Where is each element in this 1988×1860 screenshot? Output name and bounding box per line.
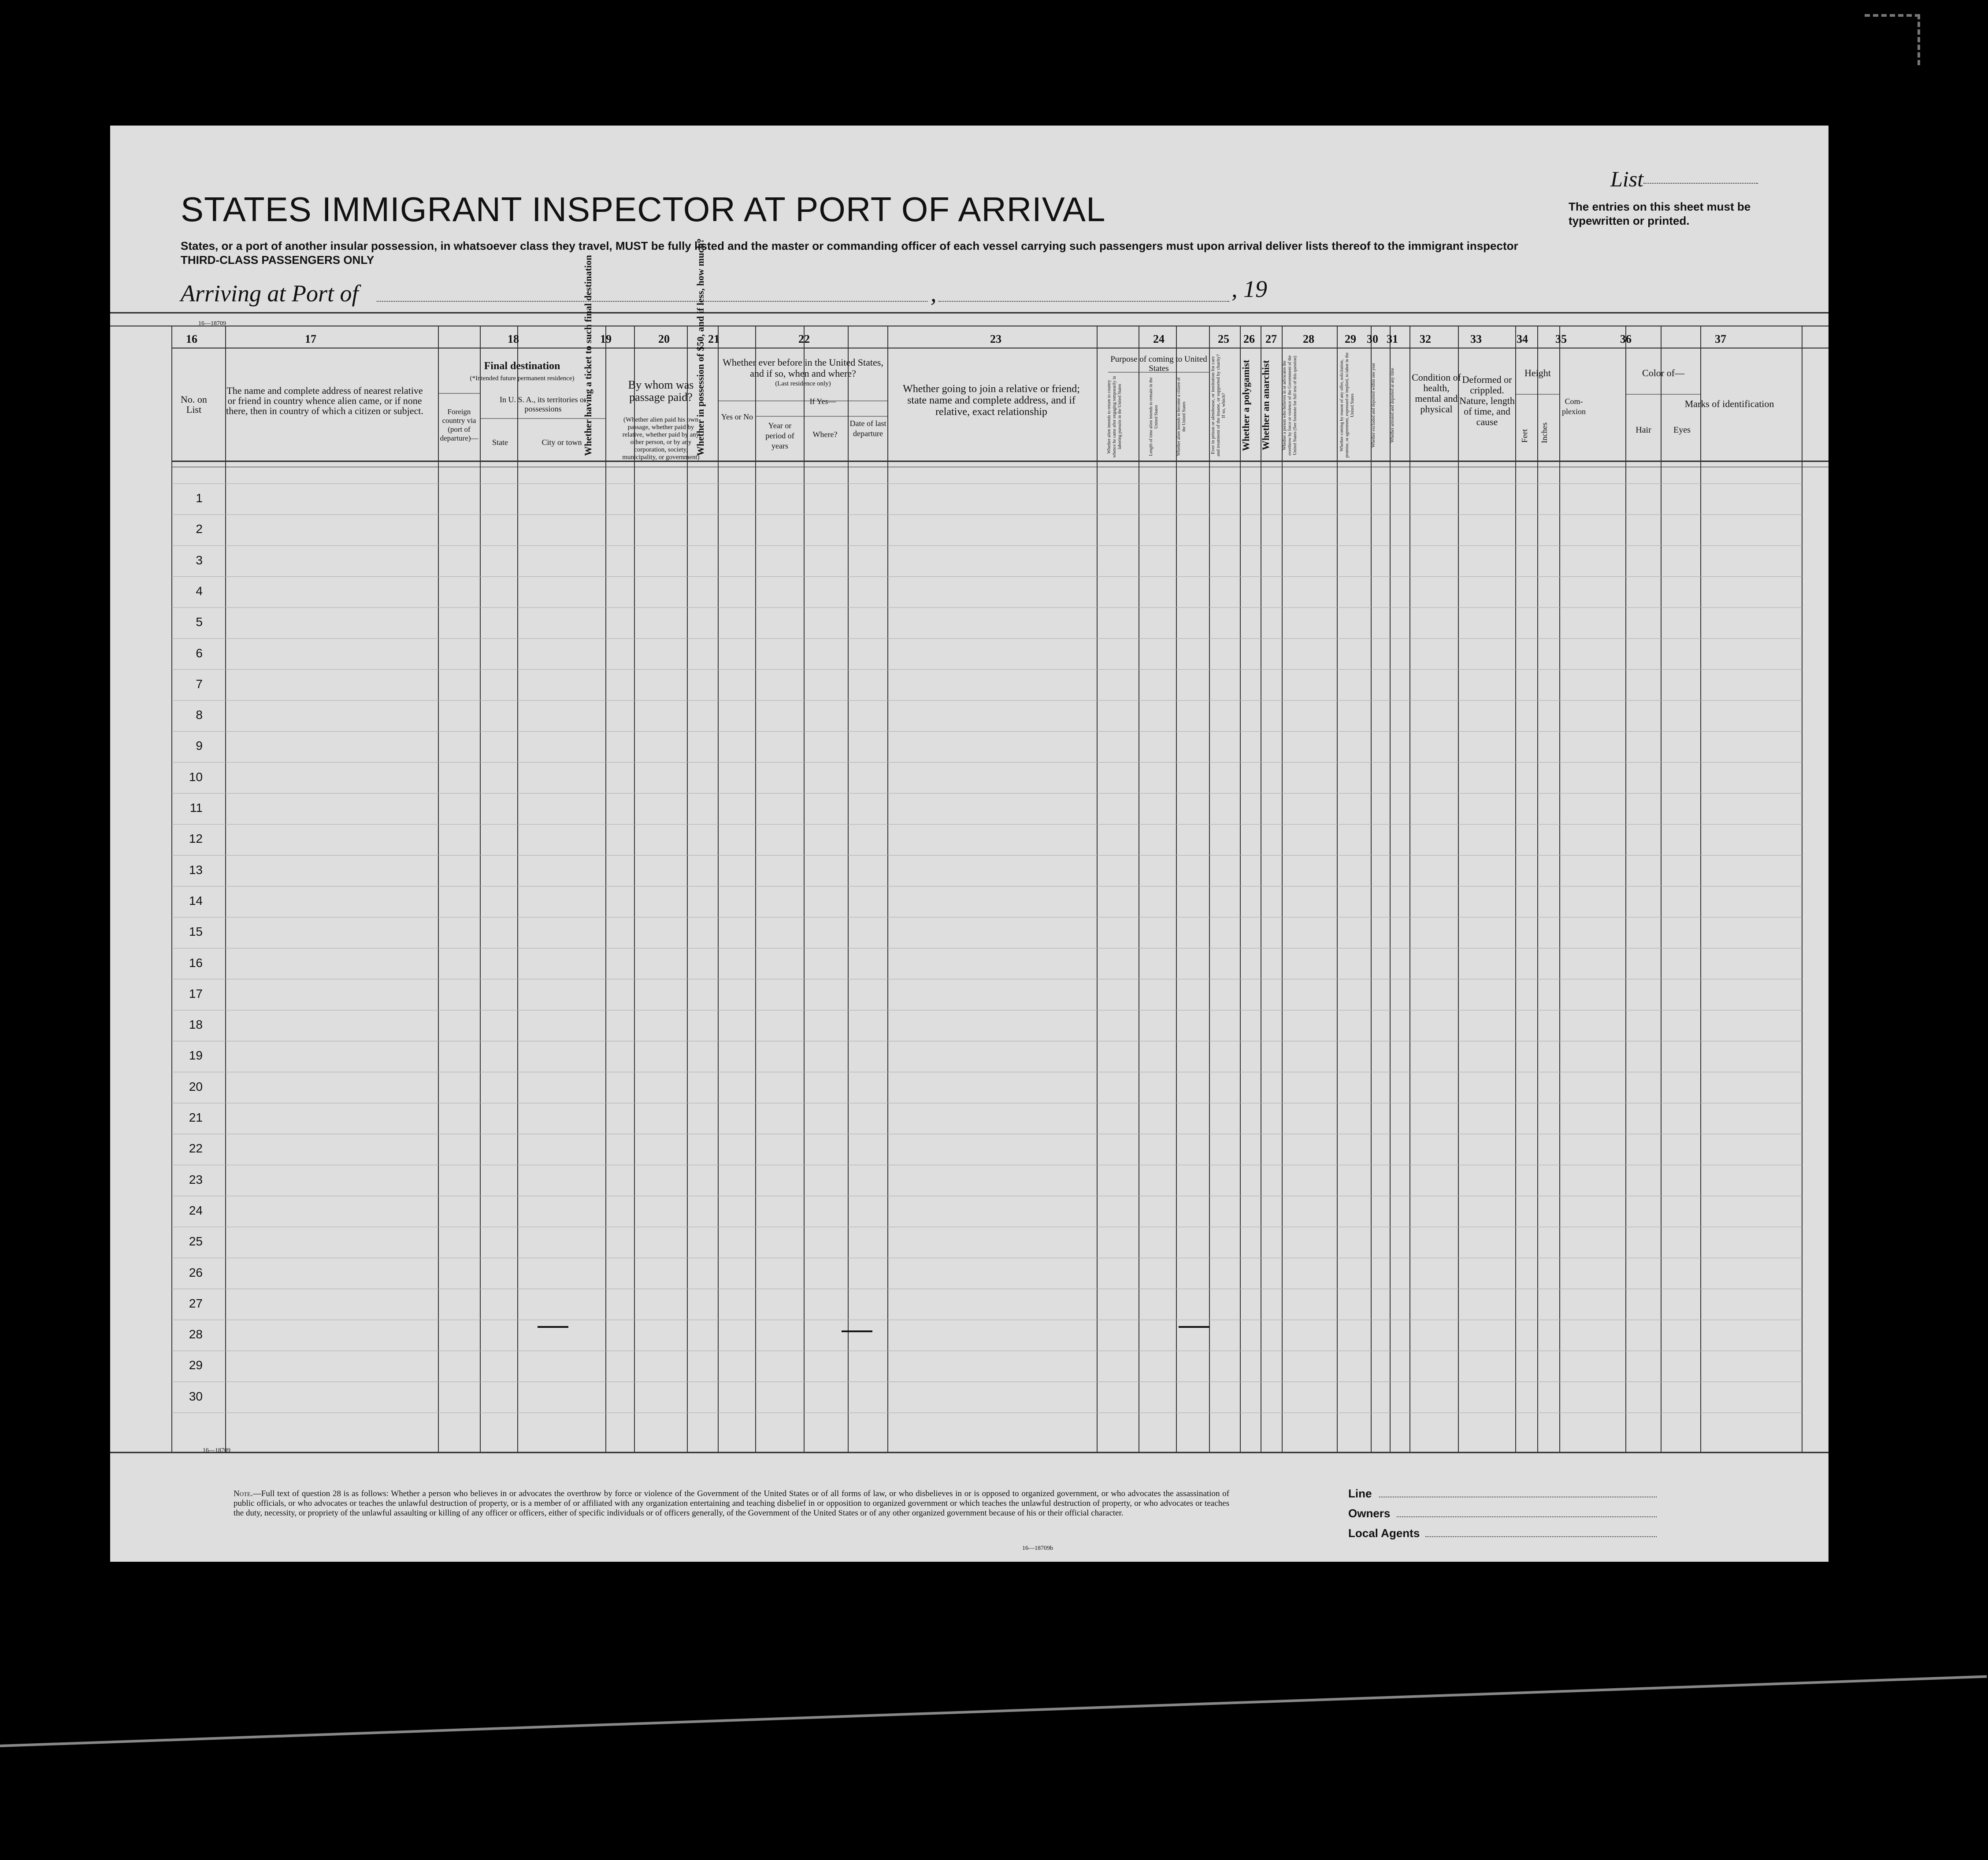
row-number: 12 bbox=[189, 832, 203, 846]
header-nearest-relative: The name and complete address of nearest relative or friend in country whence alien came, or if none there, then in country of which a citizen or subject. bbox=[226, 385, 423, 416]
header-no-on-list: No. on List bbox=[181, 394, 207, 415]
row-number: 15 bbox=[189, 925, 203, 939]
header-color-of: Color of— bbox=[1642, 367, 1684, 378]
form-subtitle: States, or a port of another insular possession, in whatsoever class they travel, MUST be fully listed and the master or commanding officer of each vessel carrying such passengers must upon arrival deliver lists thereof to the immigrant inspector bbox=[181, 239, 1518, 252]
column-number: 36 bbox=[1620, 333, 1632, 345]
column-number: 19 bbox=[600, 333, 612, 345]
column-number: 17 bbox=[305, 333, 316, 345]
film-edge-line bbox=[0, 1675, 1987, 1747]
date-separator: , bbox=[931, 280, 937, 307]
form-number: 16—18709 bbox=[203, 1447, 230, 1454]
row-number: 24 bbox=[189, 1203, 203, 1217]
line-label: Line bbox=[1348, 1487, 1372, 1500]
column-number: 32 bbox=[1420, 333, 1431, 345]
header-prison: Ever in prison or almshouse, or institution for care and treatment of the insane, or supported by charity? If so, which? bbox=[1210, 354, 1226, 456]
header-ticket: Whether having a ticket to such final destination bbox=[582, 255, 593, 456]
list-label: List bbox=[1610, 167, 1644, 191]
column-number: 33 bbox=[1470, 333, 1482, 345]
ditto-mark bbox=[842, 1330, 872, 1332]
header-final-destination: Final destination bbox=[484, 360, 560, 372]
ditto-mark bbox=[1179, 1326, 1209, 1328]
header-passage-paid-note: (Whether alien paid his own passage, whether paid by relative, whether paid by any other person, or by any corporation, society, municipality, or government) bbox=[622, 416, 700, 461]
row-number: 11 bbox=[189, 801, 203, 815]
column-number: 16 bbox=[186, 333, 197, 345]
footnote-lead: Note. bbox=[234, 1489, 253, 1498]
row-number: 10 bbox=[189, 770, 203, 784]
header-inches: Inches bbox=[1540, 422, 1549, 443]
header-purpose-citizen: Whether alien intends to become a citizen of the United States bbox=[1176, 377, 1187, 456]
column-number: 27 bbox=[1265, 333, 1277, 345]
column-number: 28 bbox=[1303, 333, 1314, 345]
header-final-destination-note: (*Intended future permanent residence) bbox=[470, 375, 575, 382]
header-where: Where? bbox=[812, 430, 838, 439]
column-number: 26 bbox=[1243, 333, 1255, 345]
row-number: 21 bbox=[189, 1111, 203, 1124]
header-arrested: Whether arrested and deported at any time bbox=[1390, 368, 1395, 443]
owners-label: Owners bbox=[1348, 1507, 1391, 1520]
header-complexion: Com-plexion bbox=[1562, 397, 1586, 416]
column-number: 24 bbox=[1153, 333, 1165, 345]
row-number: 27 bbox=[189, 1296, 203, 1310]
header-eyes: Eyes bbox=[1673, 425, 1691, 435]
header-purpose: Purpose of coming to United States bbox=[1110, 355, 1207, 373]
row-number: 3 bbox=[196, 553, 203, 567]
row-number: 2 bbox=[196, 522, 203, 536]
footnote-question-28 bbox=[234, 1489, 1229, 1518]
header-if-yes: If Yes— bbox=[809, 397, 836, 406]
header-date-departure: Date of last departure bbox=[849, 419, 886, 438]
column-number: 22 bbox=[798, 333, 810, 345]
row-number: 5 bbox=[196, 615, 203, 629]
header-year-period: Year or period of years bbox=[765, 421, 794, 450]
column-number: 20 bbox=[658, 333, 670, 345]
header-deformed: Deformed or crippled. Nature, length of time, and cause bbox=[1459, 374, 1515, 427]
form-title: STATES IMMIGRANT INSPECTOR AT PORT OF ARRIVAL bbox=[181, 190, 1106, 229]
local-agents-label: Local Agents bbox=[1348, 1527, 1420, 1540]
row-number: 7 bbox=[196, 677, 203, 691]
footnote-text: —Full text of question 28 is as follows: Whether a person who believes in or advocates the overthrow by force or violence of the Government of the United States or of all forms of law, or who disbelieves in or is opposed to organized government, or who advocates the assassination of public officials, or who advocates or teaches the unlawful destruction of property, or is a member of or affiliated with any organization entertaining and teaching disbelief in or opposition to organized government or which teaches the unlawful destruction of property, or who advocates or teaches the duty, necessity, or propriety of the unlawful assaulting or killing of any officer or officers, either of specific individuals or of officers generally, of the Government of the United States or of any other organized government because of his or their official character. bbox=[234, 1489, 1229, 1518]
column-number: 18 bbox=[508, 333, 519, 345]
column-number: 29 bbox=[1345, 333, 1356, 345]
column-number: 37 bbox=[1715, 333, 1726, 345]
header-anarchist: Whether an anarchist bbox=[1260, 360, 1271, 451]
manifest-form bbox=[110, 126, 1829, 1562]
row-number: 30 bbox=[189, 1389, 203, 1403]
ditto-mark bbox=[538, 1326, 568, 1328]
header-city: City or town bbox=[542, 438, 582, 447]
row-number: 13 bbox=[189, 863, 203, 877]
column-number: 34 bbox=[1517, 333, 1528, 345]
class-line: THIRD-CLASS PASSENGERS ONLY bbox=[181, 253, 375, 267]
form-number: 16—18709 bbox=[198, 320, 226, 327]
row-number: 1 bbox=[196, 491, 203, 505]
row-number: 19 bbox=[189, 1049, 203, 1063]
column-number: 35 bbox=[1555, 333, 1567, 345]
film-corner-mark bbox=[1865, 14, 1920, 65]
column-number: 23 bbox=[990, 333, 1001, 345]
header-join-relative: Whether going to join a relative or friend; state name and complete address, and if relative, exact relationship bbox=[903, 383, 1080, 418]
arriving-port-label: Arriving at Port of bbox=[181, 280, 359, 307]
column-number: 31 bbox=[1387, 333, 1398, 345]
row-number: 25 bbox=[189, 1234, 203, 1249]
row-number: 17 bbox=[189, 986, 203, 1000]
row-number: 22 bbox=[189, 1141, 203, 1156]
header-yes-no: Yes or No bbox=[721, 412, 753, 421]
column-number: 25 bbox=[1218, 333, 1229, 345]
year-prefix: , 19 bbox=[1231, 276, 1267, 302]
local-agents-field bbox=[1425, 1536, 1657, 1537]
row-number: 8 bbox=[196, 708, 203, 722]
header-excluded: Whether excluded and deported within one year bbox=[1371, 363, 1376, 448]
header-health: Condition of health, mental and physical bbox=[1412, 372, 1461, 415]
row-number: 14 bbox=[189, 893, 203, 908]
row-number: 16 bbox=[189, 956, 203, 970]
entries-note: The entries on this sheet must be typewritten or printed. bbox=[1569, 200, 1751, 227]
header-state: State bbox=[492, 438, 508, 447]
row-number: 9 bbox=[196, 739, 203, 753]
header-ever-before-in-us: Whether ever before in the United States, and if so, when and where? bbox=[723, 357, 883, 379]
header-polygamist: Whether a polygamist bbox=[1240, 359, 1251, 451]
row-number: 18 bbox=[189, 1018, 203, 1032]
header-fifty-dollars: Whether in possession of $50, and if less, how much? bbox=[695, 238, 706, 456]
header-feet: Feet bbox=[1520, 429, 1529, 443]
row-number: 23 bbox=[189, 1172, 203, 1186]
form-number-bottom: 16—18709b bbox=[1022, 1545, 1053, 1552]
owners-field bbox=[1397, 1516, 1657, 1517]
header-hair: Hair bbox=[1636, 425, 1651, 435]
header-purpose-length: Length of time alien intends to remain in the United States bbox=[1149, 377, 1159, 456]
row-number: 20 bbox=[189, 1079, 203, 1093]
header-last-residence: (Last residence only) bbox=[775, 380, 831, 387]
header-passage-paid: By whom was passage paid? bbox=[628, 378, 694, 404]
header-height: Height bbox=[1524, 367, 1551, 378]
row-number: 4 bbox=[196, 584, 203, 598]
row-number: 29 bbox=[189, 1358, 203, 1372]
header-in-usa: In U. S. A., its territories or possessions bbox=[500, 395, 586, 413]
column-number: 30 bbox=[1367, 333, 1378, 345]
header-overthrow: Whether a person who believes in or advocates the overthrow by force or violence of the Government of the United States (See footnote for full text of this question) bbox=[1282, 355, 1298, 456]
header-foreign-country: Foreign country via (port of departure)— bbox=[440, 408, 478, 442]
row-number: 28 bbox=[189, 1327, 203, 1341]
header-purpose-return: Whether alien intends to return to country whence he came after engaging temporarily in laboring pursuits in the United States bbox=[1107, 376, 1122, 458]
row-number: 26 bbox=[189, 1265, 203, 1279]
row-number: 6 bbox=[196, 646, 203, 660]
header-labor-offer: Whether coming by reason of any offer, solicitation, promise, or agreement, expressed or implied, to labor in the United States bbox=[1339, 352, 1355, 458]
column-number: 21 bbox=[708, 333, 720, 345]
header-marks-identification: Marks of identification bbox=[1684, 398, 1774, 409]
